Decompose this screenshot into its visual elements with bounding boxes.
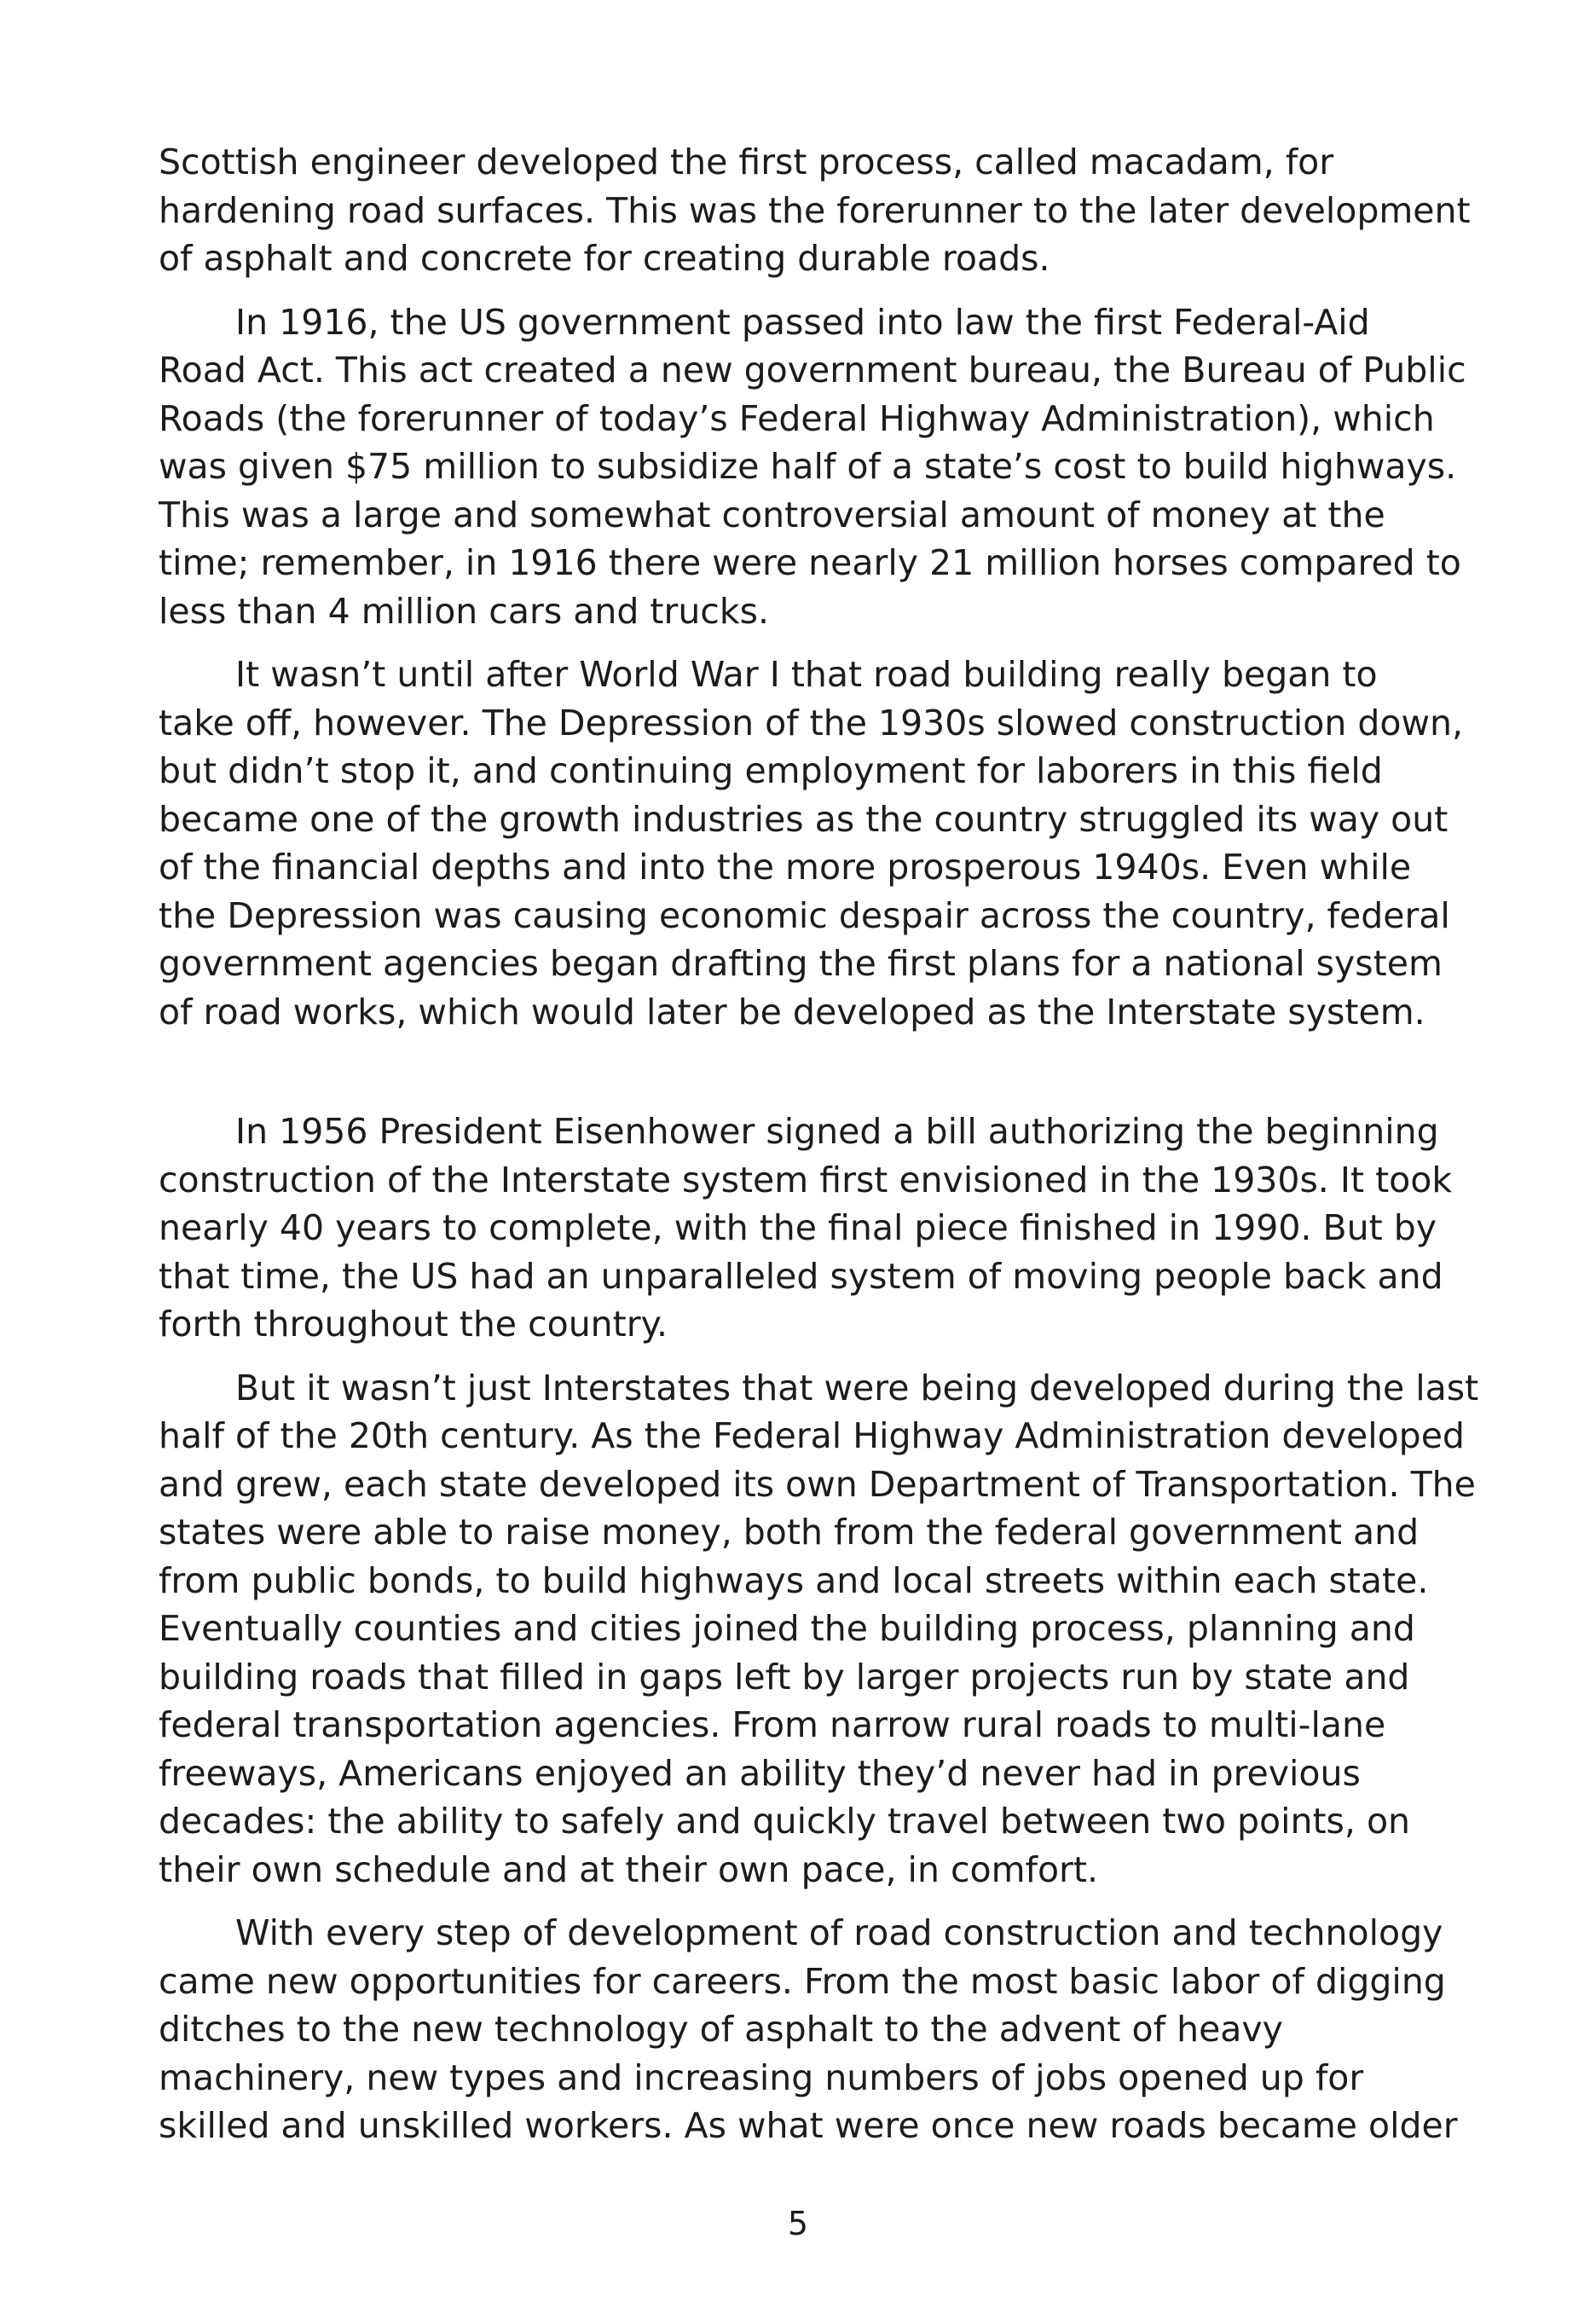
text-line: Road Act. This act created a new government bureau, the Bureau of Public bbox=[159, 350, 1466, 390]
text-line: was given $75 million to subsidize half of a state’s cost to build highways. bbox=[159, 446, 1457, 487]
paragraph-world-war-depression bbox=[159, 651, 1464, 1036]
text-line: nearly 40 years to complete, with the final piece finished in 1990. But by bbox=[159, 1207, 1437, 1248]
text-line: skilled and unskilled workers. As what were once new roads became older bbox=[159, 2105, 1458, 2146]
text-line: decades: the ability to safely and quickly travel between two points, on bbox=[159, 1801, 1411, 1842]
text-line: of road works, which would later be developed as the Interstate system. bbox=[159, 991, 1425, 1032]
text-line: and grew, each state developed its own Department of Transportation. The bbox=[159, 1463, 1476, 1505]
text-line: Eventually counties and cities joined the building process, planning and bbox=[159, 1608, 1415, 1649]
text-line: federal transportation agencies. From narrow rural roads to multi-lane bbox=[159, 1704, 1386, 1745]
text-line: It wasn’t until after World War I that road building really began to bbox=[235, 654, 1378, 695]
text-line: hardening road surfaces. This was the forerunner to the later development bbox=[159, 189, 1471, 231]
text-line: ditches to the new technology of asphalt to the advent of heavy bbox=[159, 2009, 1283, 2050]
text-line: came new opportunities for careers. From the most basic labor of digging bbox=[159, 1960, 1446, 2002]
text-line: Scottish engineer developed the first process, called macadam, for bbox=[159, 142, 1334, 182]
paragraph-career-opportunities bbox=[159, 1909, 1458, 2150]
text-line: But it wasn’t just Interstates that were being developed during the last bbox=[235, 1367, 1479, 1408]
paragraph-state-transportation bbox=[159, 1364, 1479, 1894]
text-line: take off, however. The Depression of the 1930s slowed construction down, bbox=[159, 702, 1464, 743]
text-line: This was a large and somewhat controversial amount of money at the bbox=[159, 494, 1385, 535]
text-line: With every step of development of road construction and technology bbox=[235, 1912, 1443, 1953]
body-text bbox=[159, 138, 1479, 2150]
text-line: machinery, new types and increasing numbers of jobs opened up for bbox=[159, 2056, 1364, 2098]
text-line: that time, the US had an unparalleled system of moving people back and bbox=[159, 1255, 1443, 1297]
text-line: forth throughout the country. bbox=[159, 1304, 668, 1345]
text-line: time; remember, in 1916 there were nearly 21 million horses compared to bbox=[159, 542, 1461, 583]
text-line: freeways, Americans enjoyed an ability they’d never had in previous bbox=[159, 1752, 1361, 1794]
page-number: 5 bbox=[787, 2205, 809, 2242]
paragraph-federal-aid-road-act bbox=[159, 298, 1466, 636]
text-line: but didn’t stop it, and continuing employment for laborers in this field bbox=[159, 750, 1383, 791]
text-line: construction of the Interstate system first envisioned in the 1930s. It took bbox=[159, 1159, 1453, 1200]
text-line: the Depression was causing economic despair across the country, federal bbox=[159, 894, 1450, 936]
text-line: In 1956 President Eisenhower signed a bill authorizing the beginning bbox=[235, 1111, 1439, 1152]
text-line: of the financial depths and into the more prosperous 1940s. Even while bbox=[159, 847, 1412, 888]
paragraph-eisenhower-interstate bbox=[159, 1108, 1454, 1349]
text-line: Roads (the forerunner of today’s Federal Highway Administration), which bbox=[159, 397, 1435, 439]
text-line: their own schedule and at their own pace, in comfort. bbox=[159, 1848, 1099, 1890]
text-line: became one of the growth industries as the country struggled its way out bbox=[159, 798, 1449, 840]
text-line: half of the 20th century. As the Federal Highway Administration developed bbox=[159, 1415, 1465, 1456]
text-line: less than 4 million cars and trucks. bbox=[159, 590, 769, 632]
text-line: states were able to raise money, both from the federal government and bbox=[159, 1512, 1420, 1553]
text-line: from public bonds, to build highways and local streets within each state. bbox=[159, 1559, 1429, 1601]
text-line: building roads that filled in gaps left by larger projects run by state and bbox=[159, 1656, 1410, 1698]
text-line: In 1916, the US government passed into law the first Federal-Aid bbox=[235, 301, 1370, 343]
paragraph-macadam bbox=[159, 138, 1471, 283]
text-line: of asphalt and concrete for creating durable roads. bbox=[159, 238, 1050, 279]
text-line: government agencies began drafting the first plans for a national system bbox=[159, 943, 1443, 984]
